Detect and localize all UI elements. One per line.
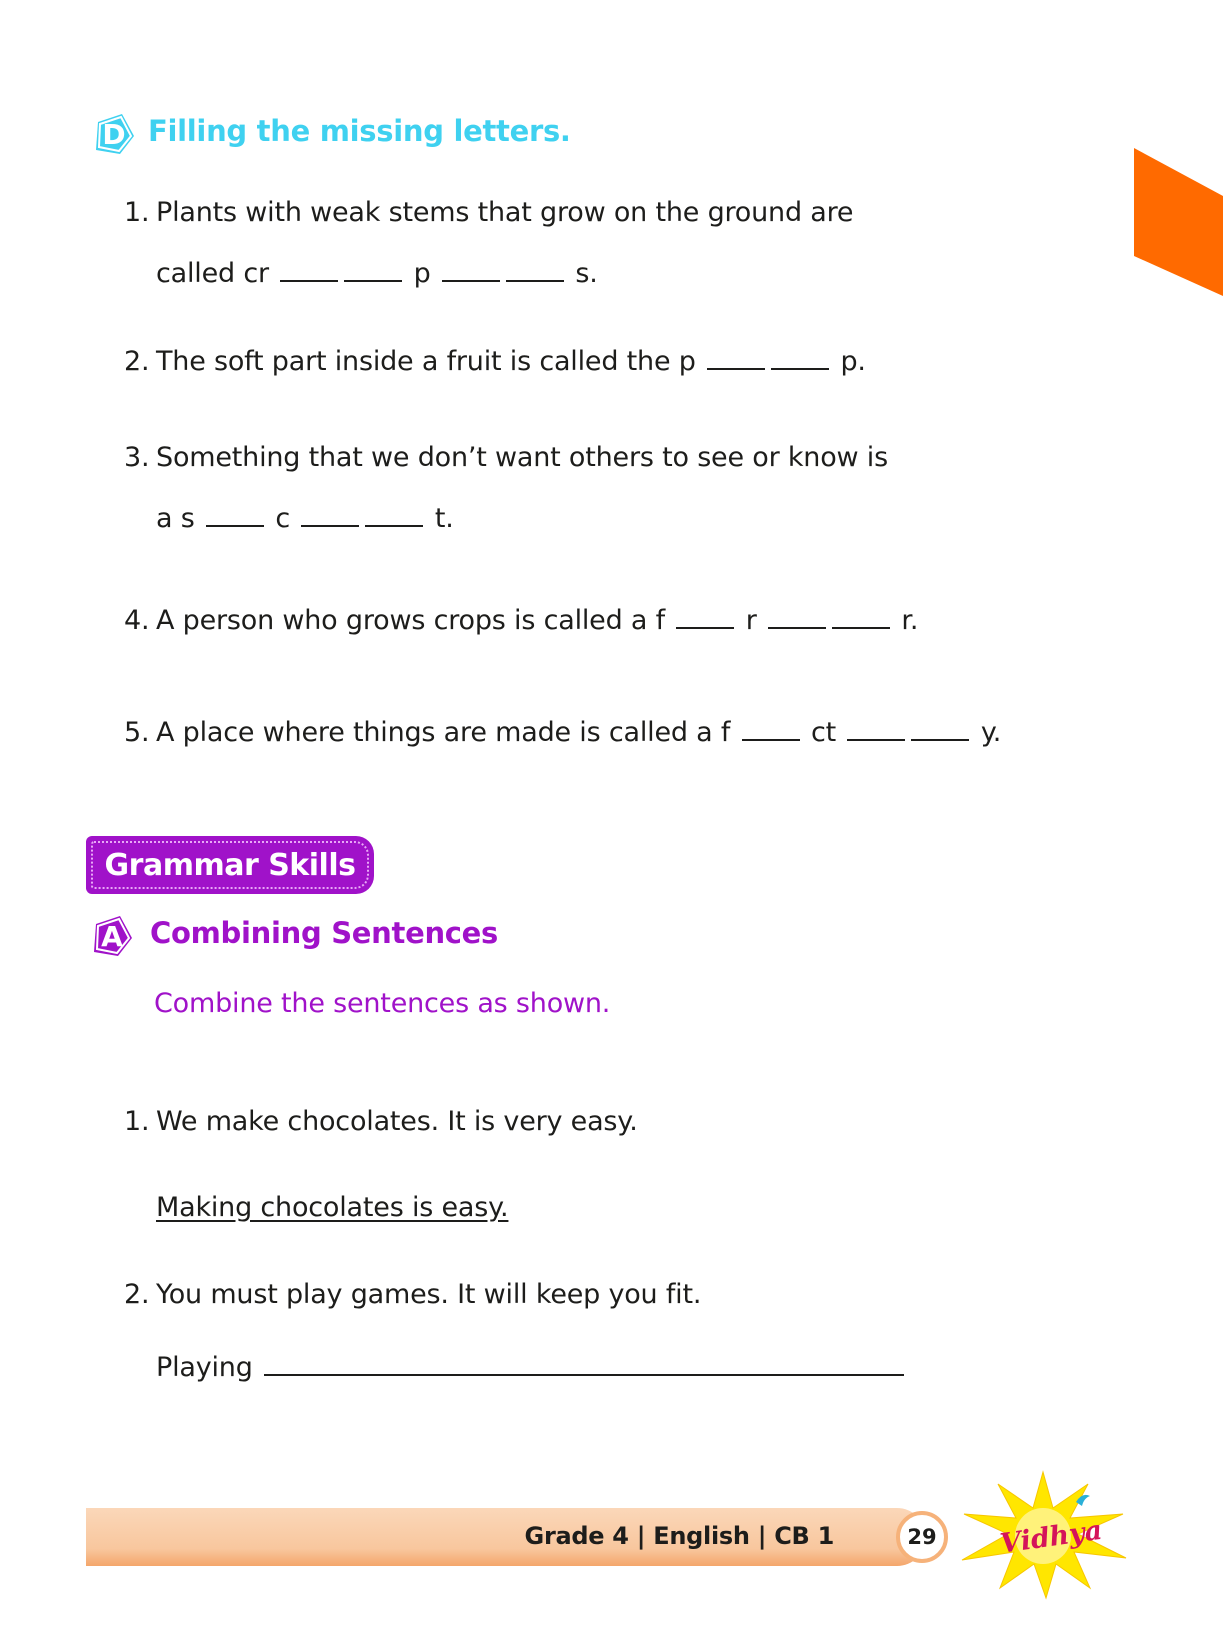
section-a-badge <box>90 914 134 958</box>
logo-text: Vidhya <box>998 1514 1105 1560</box>
footer-text: Grade 4 | English | CB 1 <box>524 1522 834 1550</box>
answer-line: Playing <box>156 1352 907 1384</box>
section-d-letter: D <box>102 117 126 151</box>
blank-field[interactable] <box>365 503 423 527</box>
blank-field[interactable] <box>676 605 734 629</box>
section-d-title: Filling the missing letters. <box>148 114 571 148</box>
example-answer: Making chocolates is easy. <box>156 1192 509 1223</box>
list-item-continuation: called cr p s. <box>156 258 598 289</box>
list-item-continuation: a s c t. <box>156 503 454 534</box>
blank-field[interactable] <box>206 503 264 527</box>
answer-blank-field[interactable] <box>264 1352 904 1376</box>
blank-field[interactable] <box>301 503 359 527</box>
list-item: 3. Something that we don’t want others to see or know is <box>124 442 888 473</box>
blank-field[interactable] <box>742 717 800 741</box>
section-a-title: Combining Sentences <box>150 916 499 950</box>
section-a-letter: A <box>101 919 123 953</box>
blank-field[interactable] <box>911 717 969 741</box>
blank-field[interactable] <box>847 717 905 741</box>
grammar-skills-banner <box>88 838 372 892</box>
list-item: 1. We make chocolates. It is very easy. <box>124 1106 638 1137</box>
blank-field[interactable] <box>280 258 338 282</box>
instruction-text: Combine the sentences as shown. <box>154 988 611 1019</box>
footer-bar <box>86 1508 926 1566</box>
section-d-badge <box>92 112 136 156</box>
list-item: 2. The soft part inside a fruit is called the p p. <box>124 346 866 377</box>
blank-field[interactable] <box>832 605 890 629</box>
list-item: 2. You must play games. It will keep you fit. <box>124 1279 702 1310</box>
blank-field[interactable] <box>344 258 402 282</box>
corner-tab-decoration <box>1134 148 1223 296</box>
grammar-skills-label: Grammar Skills <box>104 847 356 883</box>
list-item: 4. A person who grows crops is called a f r r. <box>124 605 919 636</box>
blank-field[interactable] <box>768 605 826 629</box>
blank-field[interactable] <box>707 346 765 370</box>
list-item: 1. Plants with weak stems that grow on the ground are <box>124 197 854 228</box>
page-number: 29 <box>896 1511 948 1563</box>
blank-field[interactable] <box>442 258 500 282</box>
blank-field[interactable] <box>506 258 564 282</box>
blank-field[interactable] <box>771 346 829 370</box>
list-item: 5. A place where things are made is called a f ct y. <box>124 717 1002 748</box>
